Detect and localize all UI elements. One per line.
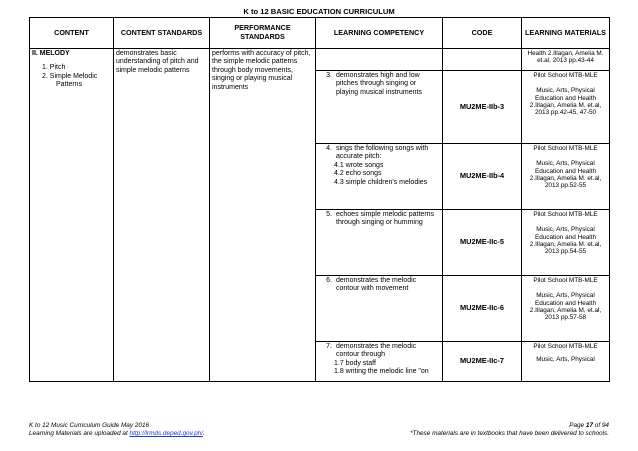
content-cell [30,49,114,382]
header-learning-competency: LEARNING COMPETENCY [316,18,443,49]
header-content: CONTENT [30,18,114,49]
materials-cell [522,71,610,144]
content-standards-cell: demonstrates basic understanding of pitch and simple melodic patterns [114,49,210,382]
competency-number: 7. [326,343,332,350]
footer-note: *These materials are in textbooks that have been delivered to schools. [410,430,609,438]
content-item: 2. Simple Melodic [42,72,98,80]
code-cell: MU2ME-IIc-5 [443,210,522,276]
competency-text: demonstrates the melodic contour with movement [336,277,417,293]
materials-reference: Music, Arts, Physical Education and Health 2.Illagan, Amelia M. et.al, 2013 pp.52-55 [529,160,602,190]
table-row [30,49,610,71]
competency-cell [316,144,443,210]
page-title: K to 12 BASIC EDUCATION CURRICULUM [243,7,395,16]
competency-subitem: 1.8 writing the melodic line "on [334,368,429,376]
header-learning-materials: LEARNING MATERIALS [522,18,610,49]
page-suffix: of 94 [593,422,609,429]
competency-text: demonstrates high and low pitches through singing or playing musical instruments [336,72,422,96]
competency-number: 3. [326,72,332,79]
page-number [410,422,609,430]
competency-cell [316,49,443,71]
competency-number: 6. [326,277,332,284]
footer-uploaded-suffix: . [202,430,205,438]
lrmds-link[interactable]: http://lrmds.deped.gov.ph/ [129,430,203,438]
footer-uploaded [29,430,205,438]
code-cell: MU2ME-IIb-4 [443,144,522,210]
competency-text: sings the following songs with accurate pitch: [336,145,429,161]
code-cell [443,49,522,71]
competency-number: 4. [326,145,332,152]
footer-right [410,422,609,439]
competency-text: echoes simple melodic patterns through singing or humming [336,211,435,227]
content-heading: II. MELODY [32,50,70,57]
header-performance-standards: PERFORMANCE STANDARDS [210,18,316,49]
materials-source: Pilot School MTB-MLE [533,277,598,284]
header-content-standards: CONTENT STANDARDS [114,18,210,49]
materials-cell [522,276,610,342]
competency-number: 5. [326,211,332,218]
materials-reference: Music, Arts, Physical Education and Health 2.Illagan, Amelia M. et.al, 2013 pp.54-55 [529,226,602,256]
competency-subitem: 4.3 simple children's melodies [334,178,428,186]
page-current: 17 [585,422,593,429]
materials-reference: Music, Arts, Physical [536,356,595,364]
header-code: CODE [443,18,522,49]
competency-cell [316,276,443,342]
competency-cell [316,210,443,276]
footer-guide: K to 12 Music Curriculum Guide May 2016 [29,422,150,429]
materials-cell [522,342,610,382]
materials-reference: Music, Arts, Physical Education and Health 2.Illagan, Amelia M. et.al, 2013 pp.57-58 [529,292,602,322]
materials-source: Pilot School MTB-MLE [533,211,598,218]
materials-reference: Music, Arts, Physical Education and Health 2.Illagan, Amelia M. et.al, 2013 pp.42-45, 47-50 [529,87,602,117]
code-cell: MU2ME-IIc-6 [443,276,522,342]
materials-cell [522,144,610,210]
competency-subitem: 4.2 echo songs [334,170,382,178]
competency-text: demonstrates the melodic contour through [336,343,417,359]
materials-source: Pilot School MTB-MLE [533,343,598,350]
competency-subitem: 1.7 body staff [334,359,376,367]
content-item: 1. Pitch [42,64,66,72]
code-cell: MU2ME-IIb-3 [443,71,522,144]
competency-subitem: 4.1 wrote songs [334,161,384,169]
curriculum-table [29,17,610,382]
page-prefix: Page [569,422,586,429]
code-cell: MU2ME-IIc-7 [443,342,522,382]
performance-standards-cell: performs with accuracy of pitch, the simple melodic patterns through body movements, singing or playing musical instruments [210,49,316,382]
materials-cell: Health 2.Illagan, Amelia M. et.al, 2013 pp.43-44 [522,49,610,71]
content-item: Patterns [56,81,83,89]
materials-source: Pilot School MTB-MLE [533,145,598,152]
footer-uploaded-text: Learning Materials are uploaded at [29,430,130,438]
footer-left [29,422,205,439]
materials-source: Pilot School MTB-MLE [533,72,598,79]
table-header-row [30,18,610,49]
competency-cell [316,71,443,144]
competency-cell [316,342,443,382]
materials-cell [522,210,610,276]
